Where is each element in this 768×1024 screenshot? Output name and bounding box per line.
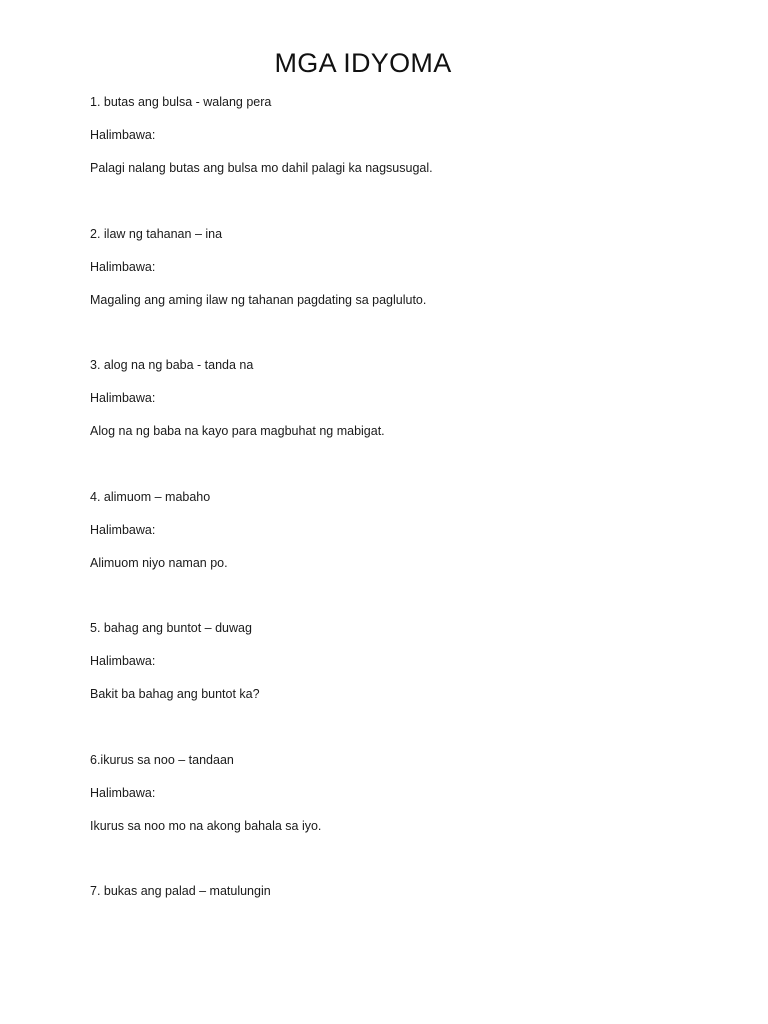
example-label: Halimbawa: [90, 259, 156, 274]
example-label: Halimbawa: [90, 654, 156, 668]
idiom-heading: 5. bahag ang buntot – duwag [90, 621, 252, 635]
example-sentence: Alog na ng baba na kayo para magbuhat ng mabigat. [90, 424, 385, 438]
idiom-heading: 1. butas ang bulsa - walang pera [90, 95, 272, 109]
example-sentence: Ikurus sa noo mo na akong bahala sa iyo. [90, 818, 322, 833]
idiom-heading: 4. alimuom – mabaho [90, 489, 211, 504]
idiom-heading: 2. ilaw ng tahanan – ina [90, 226, 223, 241]
example-sentence: Bakit ba bahag ang buntot ka? [90, 687, 260, 701]
idiom-heading: 7. bukas ang palad – matulungin [90, 884, 271, 898]
example-sentence: Palagi nalang butas ang bulsa mo dahil palagi ka nagsusugal. [90, 161, 433, 175]
idiom-entry [90, 883, 690, 1015]
page-title: MGA IDYOMA [274, 48, 452, 78]
example-sentence: Magaling ang aming ilaw ng tahanan pagdating sa pagluluto. [90, 292, 427, 307]
idiom-entry [90, 94, 690, 226]
example-label: Halimbawa: [90, 391, 156, 405]
example-label: Halimbawa: [90, 785, 156, 800]
idiom-entry [90, 620, 690, 752]
idiom-entry [90, 357, 690, 489]
example-sentence: Alimuom niyo naman po. [90, 555, 228, 570]
idiom-heading: 3. alog na ng baba - tanda na [90, 358, 254, 372]
example-label: Halimbawa: [90, 128, 156, 142]
idiom-heading: 6.ikurus sa noo – tandaan [90, 752, 234, 767]
idiom-list [90, 94, 690, 1015]
idiom-entry [90, 489, 690, 621]
idiom-entry [90, 226, 690, 358]
example-label: Halimbawa: [90, 522, 156, 537]
idiom-entry [90, 752, 690, 884]
